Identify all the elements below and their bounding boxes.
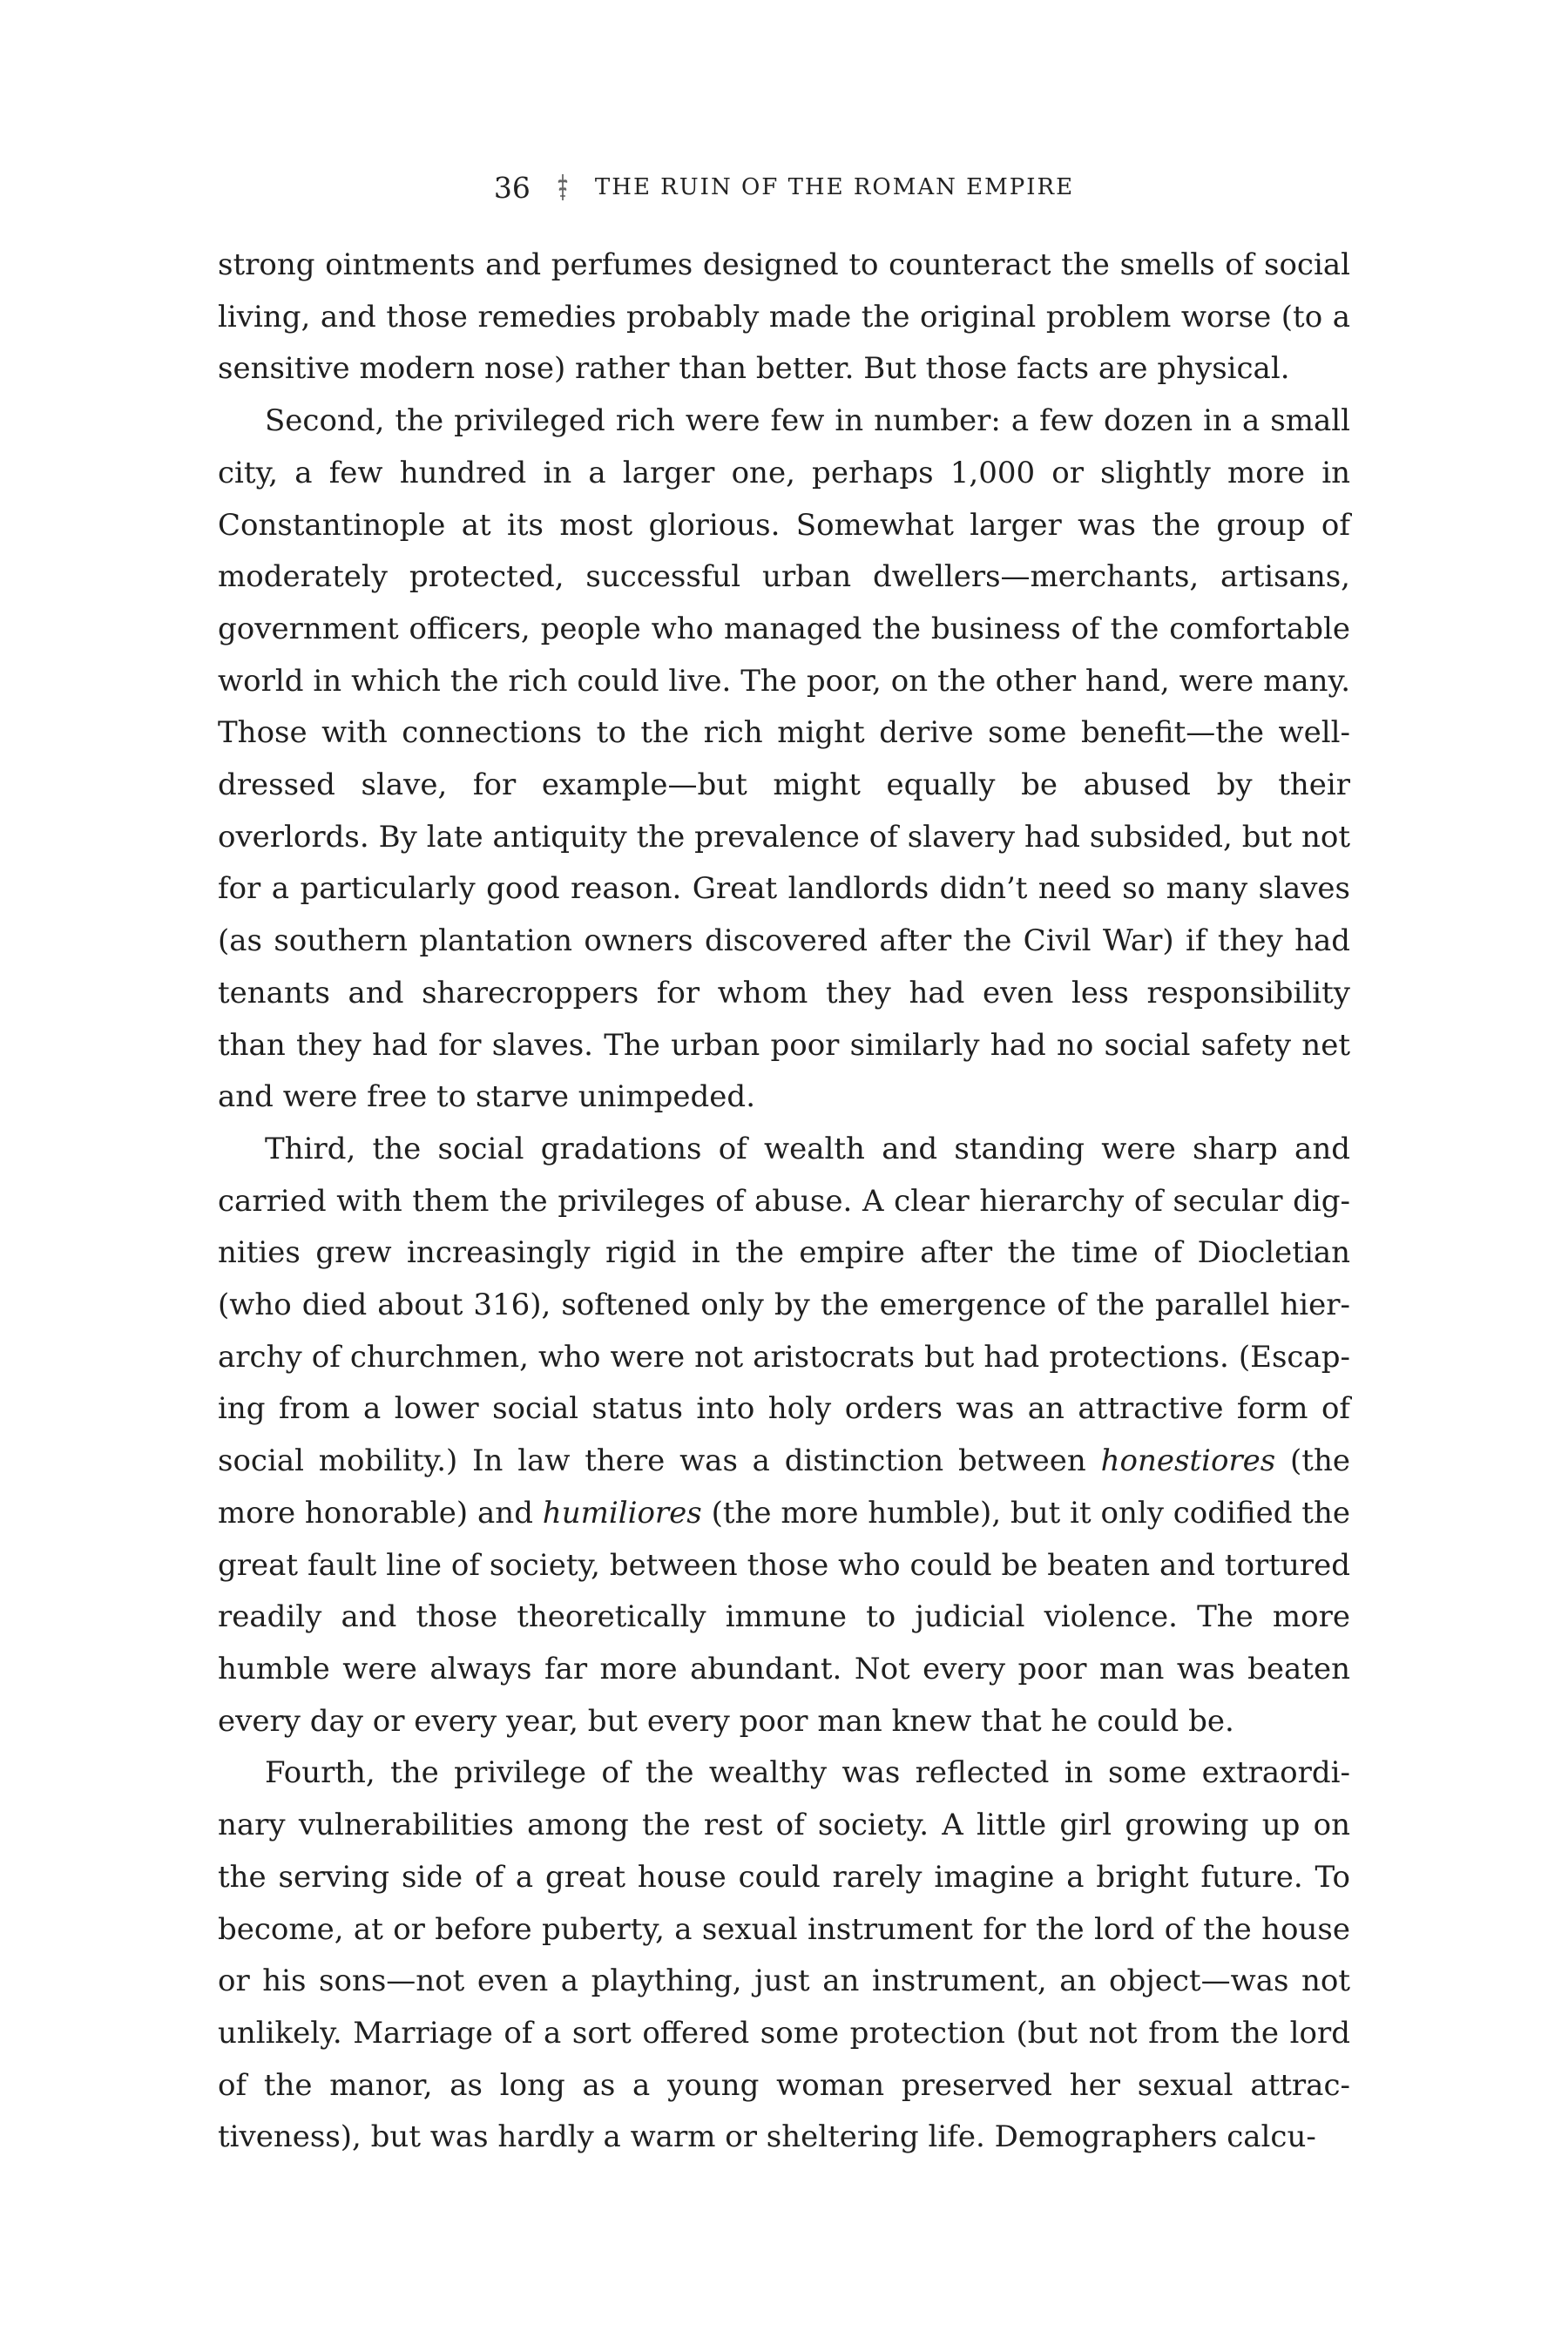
- paragraph-third-text-1: Third, the social gradations of wealth and standing were sharp and carried with them the privileges of abuse. A clear hierarchy of secular dignities grew increasingly rigid in the empire after the time of Diocletian (who died about 316), softened only by the emergence of the parallel hierarchy of churchmen, who were not aristocrats but had protections. (Escaping from a lower social status into holy orders was an attractive form of social mobility.) In law there was a distinction between: [218, 1131, 1350, 1479]
- paragraph-third-text-3: (the more humble), but it only codified the great fault line of society, between those who could be beaten and tortured readily and those theoretically immune to judicial violence. The more humble were always far more abundant. Not every poor man was beaten every day or every year, but every poor man knew that he could be.: [218, 1495, 1350, 1739]
- running-title: THE RUIN OF THE ROMAN EMPIRE: [594, 174, 1075, 200]
- term-humiliores: humiliores: [542, 1495, 702, 1531]
- fleuron-icon: [555, 172, 571, 202]
- running-head: [218, 166, 1350, 209]
- page-number: 36: [493, 170, 531, 205]
- term-honestiores: honestiores: [1100, 1443, 1276, 1479]
- paragraph-third-text-2: (the more honorable) and: [218, 1443, 1350, 1531]
- paragraph-second: Second, the privileged rich were few in number: a few dozen in a small city, a few hundred in a larger one, perhaps 1,000 or slightly more in Constantinople at its most glorious. Somewhat larger was the group of moderately protected, successful urban dwellers—merchants, artisans, government officers, people who managed the business of the comfortable world in which the rich could live. The poor, on the other hand, were many. Those with connections to the rich might derive some benefit—the well-dressed slave, for example—but might equally be abused by their overlords. By late antiquity the prevalence of slavery had subsided, but not for a particularly good reason. Great landlords didn’t need so many slaves (as southern plantation owners discovered after the Civil War) if they had tenants and sharecroppers for whom they had even less responsibility than they had for slaves. The urban poor similarly had no social safety net and were free to starve unimpeded.: [218, 403, 1350, 1115]
- paragraph-continuation: strong ointments and perfumes designed to counteract the smells of social living, and those remedies probably made the original problem worse (to a sensitive modern nose) rather than better. But those facts are physical.: [218, 247, 1350, 387]
- paragraph-fourth: Fourth, the privilege of the wealthy was reflected in some extraordinary vulnerabilities among the rest of society. A little girl growing up on the serving side of a great house could rarely imagine a bright future. To become, at or before puberty, a sexual instrument for the lord of the house or his sons—not even a plaything, just an instrument, an object—was not unlikely. Marriage of a sort offered some protection (but not from the lord of the manor, as long as a young woman preserved her sexual attractiveness), but was hardly a warm or sheltering life. Demographers calcu-: [218, 1755, 1350, 2155]
- body-text: [218, 240, 1350, 2182]
- paragraph-third: [218, 1124, 1350, 1747]
